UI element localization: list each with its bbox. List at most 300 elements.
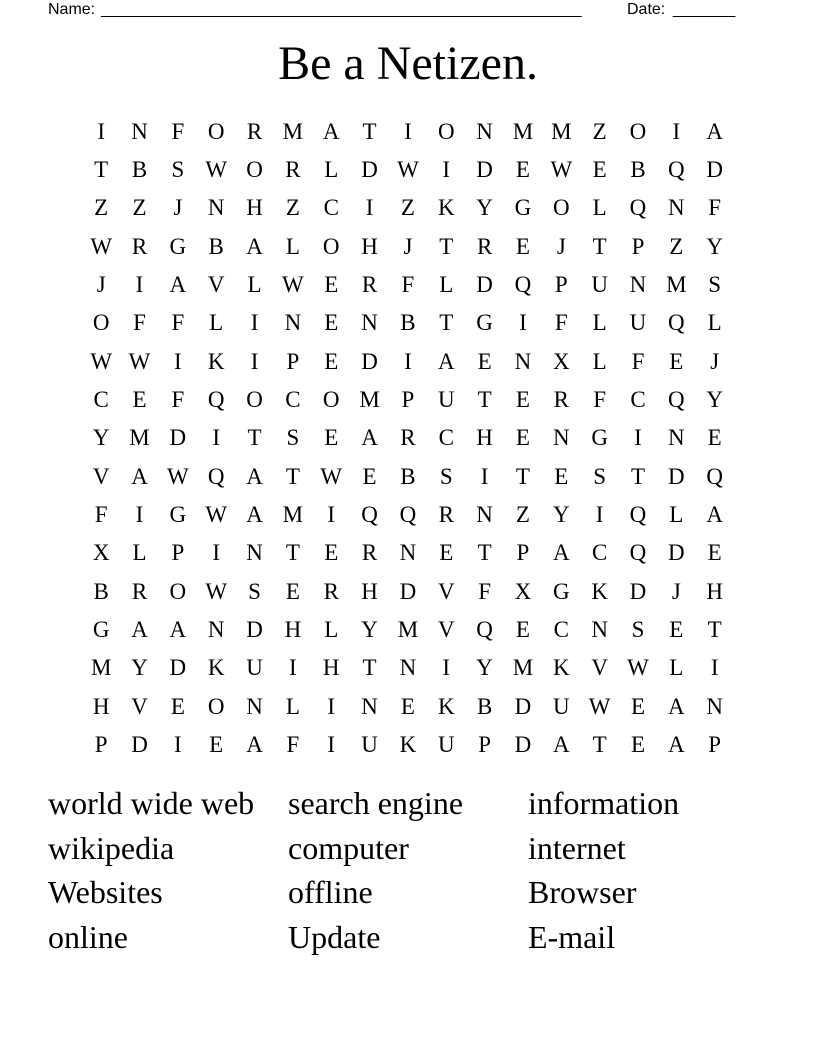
grid-letter: T xyxy=(285,540,300,566)
grid-letter: R xyxy=(476,233,493,259)
word-list xyxy=(48,781,768,959)
grid-letter: Q xyxy=(207,463,225,489)
grid-letter: Q xyxy=(399,502,417,528)
grid-letter: I xyxy=(327,732,336,758)
grid-letter: C xyxy=(323,195,339,221)
grid-letter: F xyxy=(94,502,108,528)
grid-letter: A xyxy=(437,348,455,374)
grid-letter: M xyxy=(666,272,687,298)
grid-letter: P xyxy=(516,540,530,566)
grid-letter: X xyxy=(92,540,110,566)
grid-letter: H xyxy=(476,425,493,451)
grid-letter: T xyxy=(362,655,377,681)
grid-letter: J xyxy=(556,233,566,259)
grid-letter: U xyxy=(552,693,570,719)
page-title: Be a Netizen. xyxy=(278,37,538,90)
word-list-item: online xyxy=(48,918,128,955)
grid-letter: A xyxy=(246,502,263,528)
grid-letter: G xyxy=(514,195,532,221)
grid-letter: T xyxy=(247,425,262,451)
grid-letter: N xyxy=(207,195,225,221)
grid-letter: S xyxy=(248,578,261,604)
grid-letter: N xyxy=(668,425,685,451)
grid-letter: I xyxy=(519,310,527,336)
grid-letter: A xyxy=(552,732,570,758)
grid-letter: N xyxy=(131,118,148,144)
grid-letter: Y xyxy=(476,655,493,681)
grid-letter: T xyxy=(439,233,454,259)
grid-letter: E xyxy=(630,693,646,719)
grid-letter: Q xyxy=(207,387,225,413)
grid-letter: W xyxy=(320,463,343,489)
grid-letter: N xyxy=(284,310,302,336)
grid-letter: D xyxy=(668,540,685,566)
name-field-blank: ______________________________________________________ xyxy=(101,1,582,18)
grid-letter: M xyxy=(512,655,534,681)
grid-letter: D xyxy=(514,732,532,758)
grid-letter: M xyxy=(397,617,419,643)
grid-letter: I xyxy=(250,348,259,374)
grid-letter: Z xyxy=(94,195,109,221)
grid-letter: U xyxy=(361,732,378,758)
grid-letter: H xyxy=(706,578,723,604)
grid-letter: J xyxy=(173,195,183,221)
grid-letter: W xyxy=(167,463,189,489)
grid-letter: N xyxy=(668,195,685,221)
grid-letter: R xyxy=(323,578,339,604)
word-list-item: Websites xyxy=(48,874,163,910)
name-label: Name: xyxy=(48,1,96,18)
grid-letter: R xyxy=(285,157,301,183)
grid-letter: A xyxy=(322,118,340,144)
grid-letter: S xyxy=(286,425,300,451)
grid-letter: N xyxy=(552,425,570,451)
grid-letter: Y xyxy=(361,617,378,643)
grid-letter: U xyxy=(437,732,455,758)
grid-letter: D xyxy=(361,157,378,183)
grid-letter: H xyxy=(246,195,263,221)
grid-letter: E xyxy=(707,425,722,451)
grid-letter: I xyxy=(250,310,259,336)
grid-letter: F xyxy=(286,732,300,758)
grid-letter: I xyxy=(289,655,297,681)
grid-letter: E xyxy=(324,348,339,374)
grid-letter: U xyxy=(246,655,263,681)
grid-letter: W xyxy=(550,157,573,183)
grid-letter: A xyxy=(552,540,570,566)
grid-letter: M xyxy=(551,118,572,144)
grid-letter: K xyxy=(437,195,455,221)
grid-letter: L xyxy=(707,310,722,336)
grid-letter: I xyxy=(97,118,105,144)
grid-letter: F xyxy=(478,578,491,604)
grid-letter: Z xyxy=(400,195,415,221)
grid-letter: U xyxy=(591,272,608,298)
word-search-grid xyxy=(82,112,734,764)
grid-letter: T xyxy=(94,157,109,183)
grid-letter: E xyxy=(515,425,530,451)
grid-letter: Q xyxy=(668,157,685,183)
grid-letter: M xyxy=(512,118,534,144)
grid-letter: T xyxy=(592,732,607,758)
grid-letter: F xyxy=(133,310,146,336)
grid-letter: I xyxy=(480,463,489,489)
grid-letter: T xyxy=(515,463,530,489)
grid-letter: M xyxy=(90,655,112,681)
grid-letter: D xyxy=(476,157,493,183)
grid-letter: F xyxy=(631,348,645,374)
grid-letter: A xyxy=(668,693,685,719)
grid-letter: B xyxy=(93,578,109,604)
grid-letter: P xyxy=(631,233,645,259)
grid-letter: N xyxy=(591,617,608,643)
grid-letter: M xyxy=(129,425,150,451)
grid-letter: O xyxy=(437,118,455,144)
grid-letter: A xyxy=(361,425,378,451)
grid-letter: F xyxy=(171,118,185,144)
grid-letter: D xyxy=(169,655,187,681)
grid-letter: E xyxy=(554,463,569,489)
grid-letter: L xyxy=(592,310,607,336)
grid-letter: B xyxy=(476,693,493,719)
grid-letter: F xyxy=(708,195,722,221)
grid-letter: R xyxy=(400,425,416,451)
grid-letter: Z xyxy=(285,195,300,221)
grid-letter: B xyxy=(630,157,646,183)
grid-letter: E xyxy=(515,617,530,643)
grid-letter: Y xyxy=(706,233,723,259)
word-list-item: offline xyxy=(288,874,373,910)
grid-letter: D xyxy=(361,348,378,374)
word-list-item: Update xyxy=(288,918,381,955)
grid-letter: L xyxy=(285,693,300,719)
word-list-item: wikipedia xyxy=(48,829,175,866)
grid-letter: I xyxy=(135,272,144,298)
grid-letter: B xyxy=(131,157,148,183)
grid-letter: T xyxy=(362,118,377,144)
grid-letter: W xyxy=(205,578,228,604)
grid-letter: O xyxy=(207,118,225,144)
grid-letter: Y xyxy=(552,502,570,528)
grid-letter: T xyxy=(707,617,722,643)
grid-letter: G xyxy=(591,425,608,451)
grid-letter: I xyxy=(595,502,604,528)
grid-letter: E xyxy=(515,157,530,183)
grid-letter: S xyxy=(439,463,453,489)
grid-letter: R xyxy=(553,387,569,413)
grid-letter: Q xyxy=(361,502,378,528)
word-list-item: world wide web xyxy=(48,785,255,821)
grid-letter: I xyxy=(710,655,719,681)
grid-letter: E xyxy=(324,540,339,566)
grid-letter: K xyxy=(207,655,225,681)
grid-letter: W xyxy=(205,502,228,528)
grid-letter: G xyxy=(92,617,110,643)
grid-letter: V xyxy=(437,617,455,643)
grid-letter: F xyxy=(171,310,185,336)
grid-letter: A xyxy=(246,233,263,259)
grid-letter: E xyxy=(324,310,339,336)
grid-letter: N xyxy=(399,540,417,566)
grid-letter: L xyxy=(247,272,262,298)
grid-letter: X xyxy=(514,578,532,604)
grid-letter: T xyxy=(630,463,646,489)
grid-letter: C xyxy=(630,387,646,413)
grid-letter: E xyxy=(132,387,147,413)
grid-letter: K xyxy=(591,578,608,604)
grid-letter: T xyxy=(477,387,492,413)
grid-letter: M xyxy=(359,387,380,413)
grid-letter: Y xyxy=(92,425,110,451)
grid-letter: E xyxy=(477,348,492,374)
grid-letter: L xyxy=(324,157,339,183)
date-label: Date: xyxy=(627,1,666,18)
grid-letter: D xyxy=(629,578,647,604)
grid-letter: R xyxy=(246,118,263,144)
grid-letter: P xyxy=(554,272,568,298)
grid-letter: E xyxy=(669,348,684,374)
grid-letter: U xyxy=(629,310,647,336)
grid-letter: N xyxy=(207,617,225,643)
grid-letter: Y xyxy=(131,655,148,681)
grid-letter: K xyxy=(552,655,570,681)
grid-letter: I xyxy=(212,425,221,451)
grid-letter: L xyxy=(669,655,684,681)
grid-letter: A xyxy=(131,617,148,643)
date-field-blank: _______ xyxy=(673,1,736,18)
word-list-item: search engine xyxy=(288,785,464,821)
grid-letter: O xyxy=(322,387,340,413)
word-list-item: information xyxy=(528,785,680,821)
grid-letter: Q xyxy=(476,617,493,643)
grid-letter: P xyxy=(94,732,108,758)
grid-letter: S xyxy=(708,272,722,298)
grid-letter: D xyxy=(514,693,532,719)
grid-letter: I xyxy=(672,118,681,144)
grid-letter: C xyxy=(591,540,608,566)
grid-letter: L xyxy=(209,310,224,336)
grid-letter: T xyxy=(285,463,300,489)
grid-letter: Z xyxy=(669,233,684,259)
grid-letter: Q xyxy=(668,387,685,413)
grid-letter: G xyxy=(169,233,187,259)
grid-letter: O xyxy=(92,310,110,336)
grid-letter: Q xyxy=(514,272,532,298)
grid-letter: W xyxy=(205,157,228,183)
grid-letter: H xyxy=(361,233,378,259)
grid-letter: P xyxy=(171,540,185,566)
grid-letter: R xyxy=(131,233,148,259)
grid-letter: E xyxy=(324,272,339,298)
grid-letter: Q xyxy=(629,540,647,566)
grid-letter: E xyxy=(515,233,530,259)
grid-letter: O xyxy=(246,387,263,413)
grid-letter: L xyxy=(669,502,684,528)
grid-letter: M xyxy=(282,502,304,528)
grid-letter: I xyxy=(212,540,221,566)
grid-letter: L xyxy=(592,195,607,221)
grid-letter: D xyxy=(399,578,417,604)
grid-letter: N xyxy=(246,540,263,566)
grid-letter: I xyxy=(327,693,336,719)
grid-letter: B xyxy=(400,310,416,336)
grid-letter: N xyxy=(361,310,378,336)
word-list-item: computer xyxy=(288,829,409,866)
grid-letter: H xyxy=(284,617,302,643)
grid-letter: K xyxy=(437,693,455,719)
grid-letter: W xyxy=(588,693,611,719)
grid-letter: H xyxy=(92,693,110,719)
grid-letter: C xyxy=(285,387,301,413)
grid-letter: A xyxy=(706,118,723,144)
grid-letter: E xyxy=(669,617,684,643)
grid-letter: V xyxy=(131,693,148,719)
grid-letter: K xyxy=(399,732,417,758)
grid-letter: E xyxy=(439,540,454,566)
grid-letter: J xyxy=(96,272,106,298)
grid-letter: I xyxy=(174,348,182,374)
word-list-item: internet xyxy=(528,829,626,866)
grid-letter: J xyxy=(403,233,413,259)
grid-letter: N xyxy=(476,502,493,528)
grid-letter: B xyxy=(208,233,224,259)
grid-letter: D xyxy=(476,272,493,298)
grid-letter: A xyxy=(706,502,723,528)
grid-letter: I xyxy=(404,348,412,374)
grid-letter: O xyxy=(322,233,340,259)
grid-letter: F xyxy=(401,272,415,298)
grid-letter: W xyxy=(397,157,419,183)
grid-letter: A xyxy=(668,732,685,758)
grid-letter: S xyxy=(631,617,645,643)
grid-letter: Z xyxy=(132,195,147,221)
grid-letter: C xyxy=(553,617,569,643)
grid-letter: L xyxy=(132,540,147,566)
grid-letter: A xyxy=(169,617,187,643)
word-list-item: E-mail xyxy=(528,918,616,955)
grid-letter: T xyxy=(439,310,454,336)
grid-letter: O xyxy=(629,118,647,144)
grid-letter: D xyxy=(706,157,723,183)
grid-letter: E xyxy=(362,463,377,489)
grid-letter: Z xyxy=(592,118,607,144)
grid-letter: I xyxy=(404,118,412,144)
header-line xyxy=(48,0,748,20)
grid-letter: E xyxy=(285,578,300,604)
grid-letter: I xyxy=(135,502,144,528)
grid-letter: E xyxy=(707,540,722,566)
grid-letter: L xyxy=(592,348,607,374)
grid-letter: A xyxy=(246,732,263,758)
grid-letter: E xyxy=(170,693,185,719)
grid-letter: F xyxy=(593,387,607,413)
grid-letter: F xyxy=(171,387,185,413)
grid-letter: E xyxy=(630,732,646,758)
grid-letter: V xyxy=(207,272,225,298)
grid-letter: W xyxy=(90,233,113,259)
grid-letter: J xyxy=(671,578,681,604)
grid-letter: I xyxy=(327,502,336,528)
grid-letter: O xyxy=(246,157,263,183)
grid-letter: H xyxy=(322,655,340,681)
grid-letter: A xyxy=(169,272,187,298)
grid-letter: I xyxy=(634,425,642,451)
grid-letter: E xyxy=(400,693,415,719)
word-list-item: Browser xyxy=(528,874,637,910)
grid-letter: J xyxy=(710,348,720,374)
grid-letter: O xyxy=(169,578,187,604)
grid-letter: N xyxy=(629,272,647,298)
grid-letter: N xyxy=(476,118,493,144)
grid-letter: Q xyxy=(706,463,723,489)
grid-letter: S xyxy=(171,157,185,183)
grid-letter: U xyxy=(437,387,455,413)
grid-letter: T xyxy=(592,233,607,259)
grid-letter: M xyxy=(282,118,304,144)
grid-letter: I xyxy=(365,195,374,221)
grid-letter: X xyxy=(552,348,570,374)
grid-letter: C xyxy=(93,387,109,413)
grid-letter: W xyxy=(627,655,649,681)
grid-letter: V xyxy=(92,463,110,489)
grid-letter: K xyxy=(207,348,225,374)
grid-letter: Y xyxy=(706,387,723,413)
grid-letter: O xyxy=(207,693,225,719)
grid-letter: I xyxy=(174,732,182,758)
grid-letter: Q xyxy=(629,195,647,221)
grid-letter: N xyxy=(361,693,378,719)
grid-letter: L xyxy=(324,617,339,643)
grid-letter: W xyxy=(90,348,113,374)
grid-letter: V xyxy=(591,655,608,681)
grid-letter: P xyxy=(478,732,491,758)
grid-letter: Y xyxy=(476,195,493,221)
grid-letter: Z xyxy=(515,502,530,528)
grid-letter: N xyxy=(246,693,263,719)
grid-letter: B xyxy=(400,463,416,489)
grid-letter: N xyxy=(399,655,417,681)
grid-letter: F xyxy=(554,310,568,336)
grid-letter: I xyxy=(442,157,451,183)
grid-letter: P xyxy=(708,732,722,758)
grid-letter: W xyxy=(282,272,304,298)
grid-letter: P xyxy=(286,348,300,374)
grid-letter: N xyxy=(514,348,532,374)
grid-letter: G xyxy=(476,310,493,336)
grid-letter: H xyxy=(361,578,378,604)
grid-letter: P xyxy=(401,387,415,413)
grid-letter: D xyxy=(131,732,148,758)
grid-letter: L xyxy=(439,272,454,298)
grid-letter: D xyxy=(246,617,263,643)
grid-letter: E xyxy=(515,387,530,413)
grid-letter: R xyxy=(131,578,148,604)
grid-letter: W xyxy=(128,348,151,374)
grid-letter: Q xyxy=(629,502,647,528)
grid-letter: N xyxy=(706,693,723,719)
grid-letter: S xyxy=(593,463,607,489)
grid-letter: D xyxy=(169,425,187,451)
grid-letter: A xyxy=(131,463,148,489)
grid-letter: V xyxy=(437,578,455,604)
grid-letter: R xyxy=(438,502,454,528)
grid-letter: E xyxy=(209,732,224,758)
grid-letter: Q xyxy=(668,310,685,336)
grid-letter: T xyxy=(477,540,492,566)
grid-letter: L xyxy=(285,233,300,259)
grid-letter: E xyxy=(592,157,607,183)
grid-letter: G xyxy=(552,578,570,604)
